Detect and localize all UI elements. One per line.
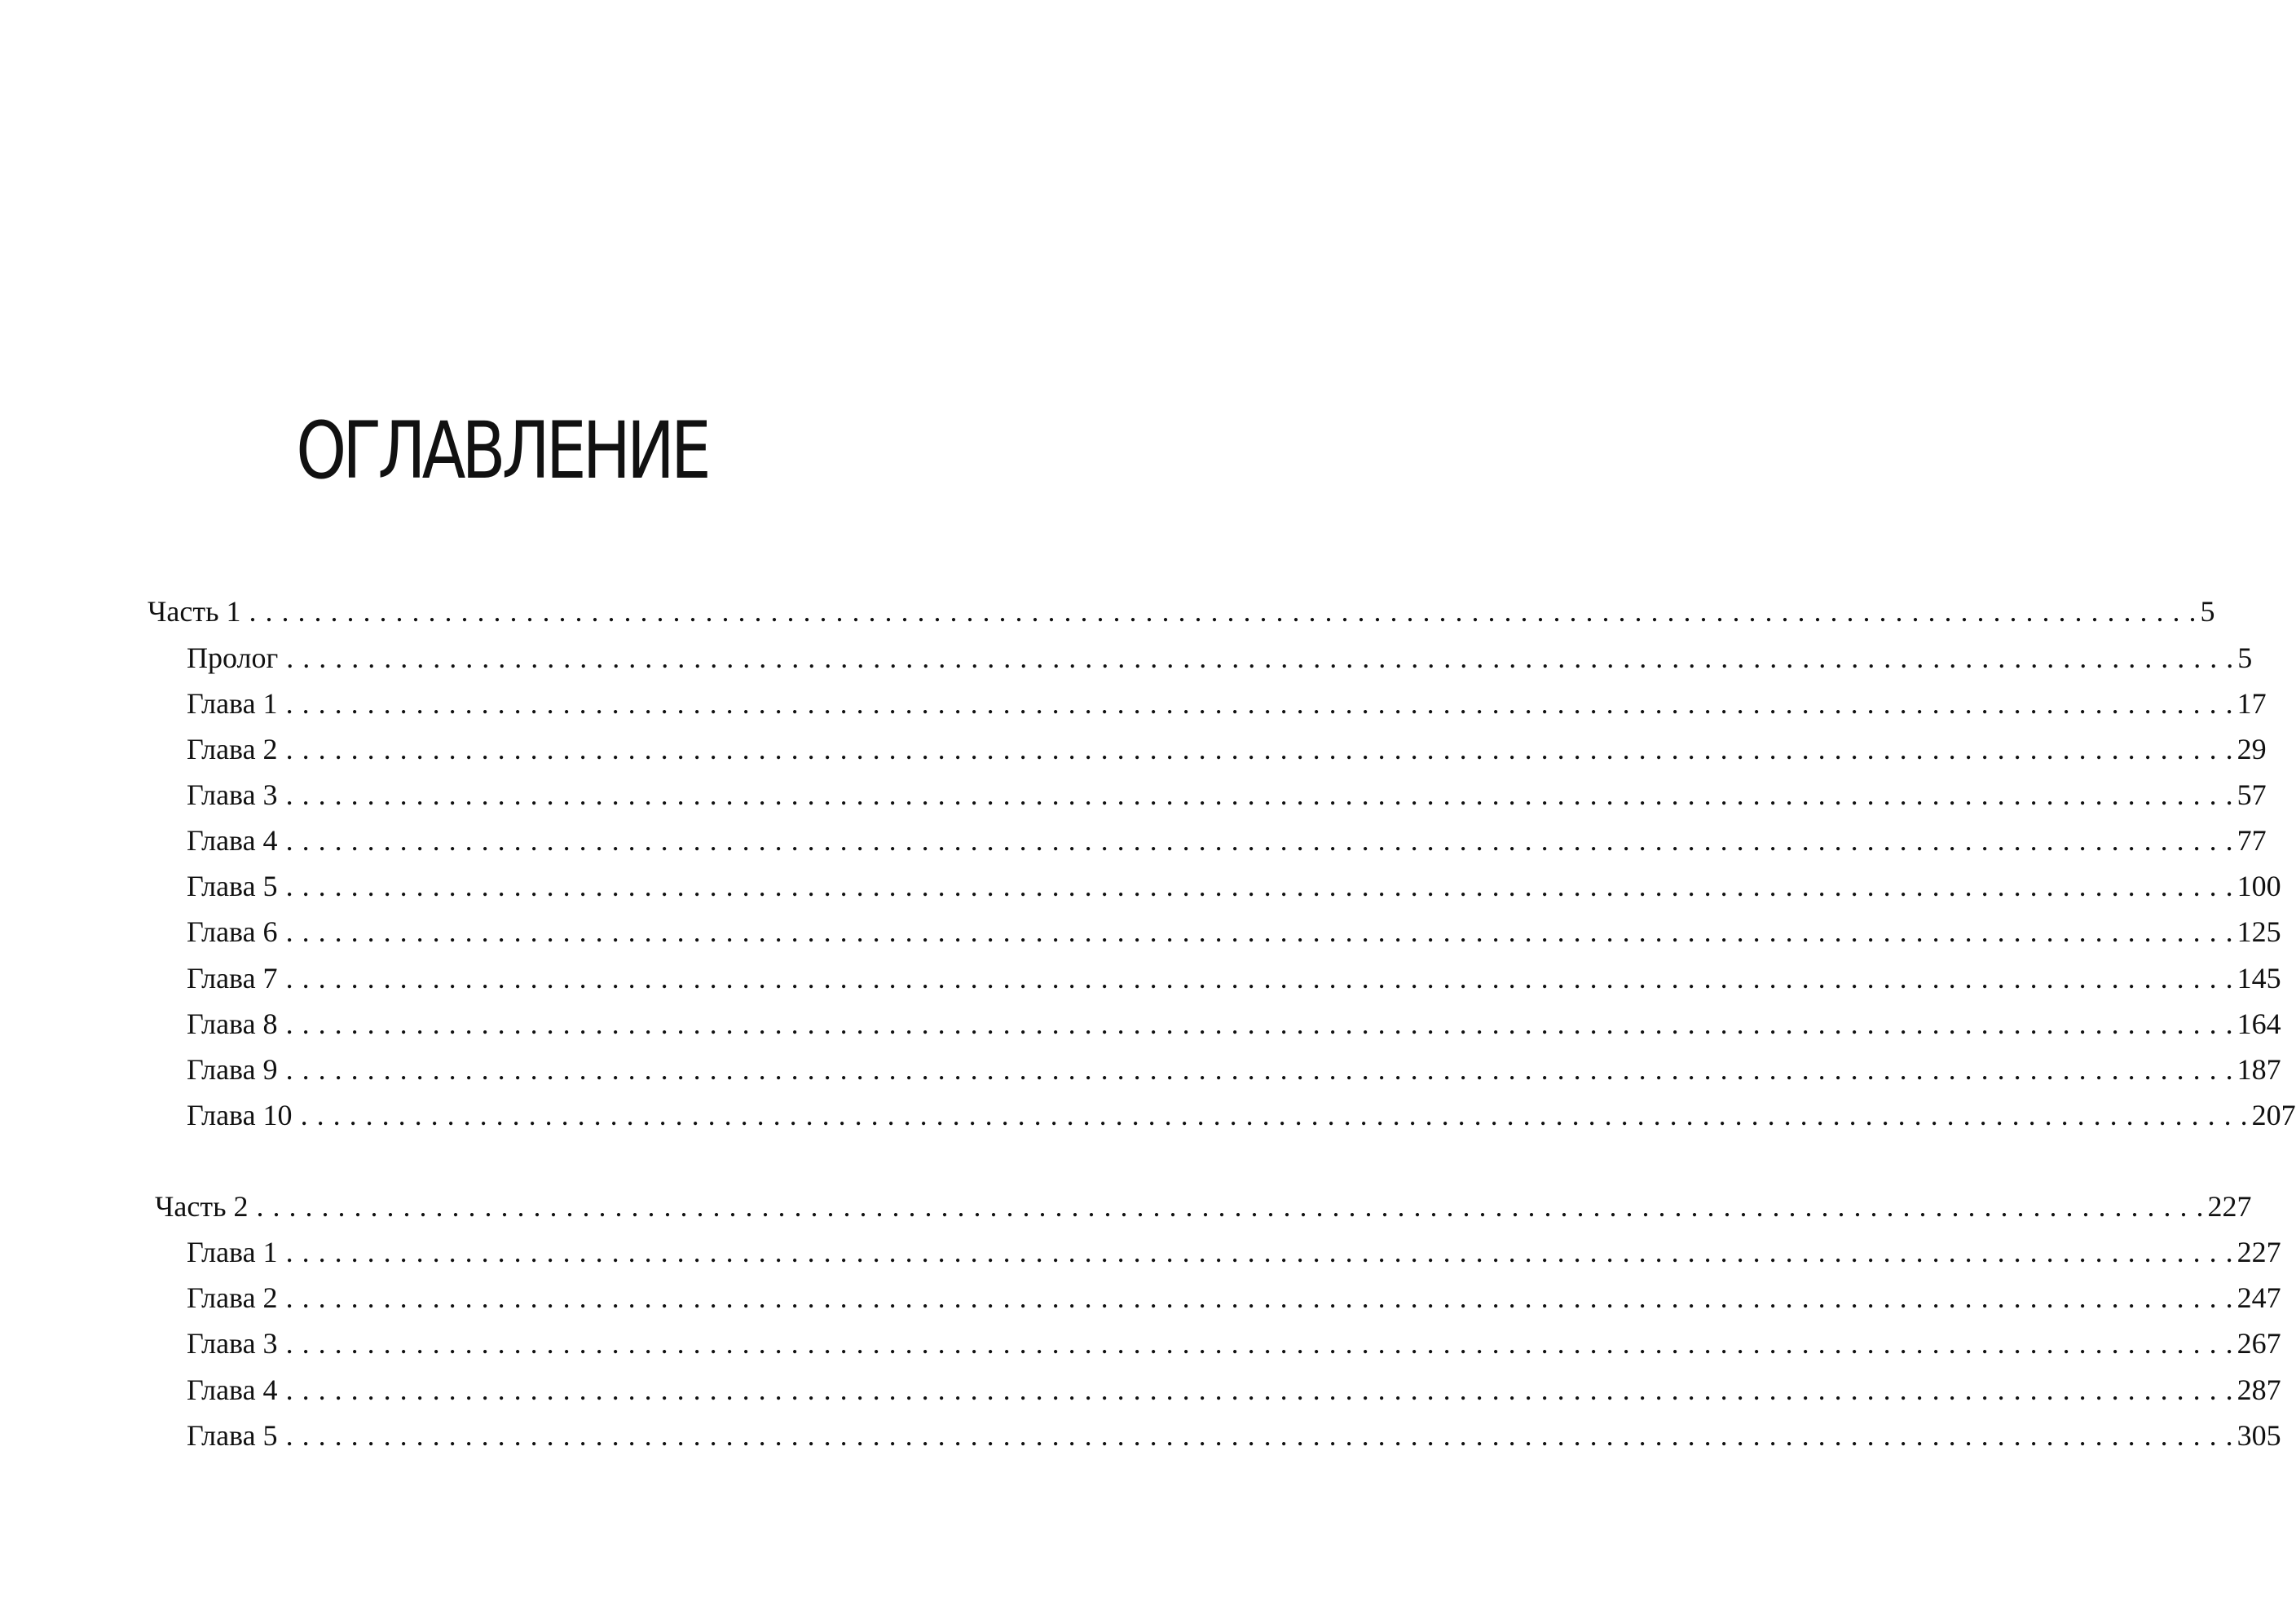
toc-leader-dots: . . . . . . . . . . . . . . . . . . . . . . . . . . . . . . . . . . . . . . . . . . . . . . . . . . . . . . . . . . . . . . . . . . . . . . . . . . . . . . . . . . . . . . . . . . . . . . . . . . . . . . . . . . . . . . . . . . . . . . . . <box>285 1327 2234 1360</box>
toc-page-number: 207 <box>2251 1099 2296 1131</box>
toc-page-number: 227 <box>2207 1190 2252 1223</box>
toc-part-row <box>148 593 2215 629</box>
toc-leader-dots: . . . . . . . . . . . . . . . . . . . . . . . . . . . . . . . . . . . . . . . . . . . . . . . . . . . . . . . . . . . . . . . . . . . . . . . . . . . . . . . . . . . . . . . . . . . . . . . . . . . . . . . . . . . . . . . . . . . . . . . . <box>285 1008 2234 1040</box>
toc-entry-label: Пролог <box>187 642 279 674</box>
toc-entry-label: Глава 8 <box>187 1008 278 1040</box>
toc-chapter-row <box>187 1234 2281 1270</box>
toc-page-number: 305 <box>2237 1419 2281 1452</box>
toc-page-number: 77 <box>2237 824 2267 857</box>
toc-entry-label: Глава 9 <box>187 1053 278 1086</box>
toc-page-number: 125 <box>2237 915 2281 948</box>
toc-chapter-row <box>187 1052 2281 1087</box>
toc-entry-label: Глава 1 <box>187 687 278 720</box>
toc-leader-dots: . . . . . . . . . . . . . . . . . . . . . . . . . . . . . . . . . . . . . . . . . . . . . . . . . . . . . . . . . . . . . . . . . . . . . . . . . . . . . . . . . . . . . . . . . . . . . . . . . . . . . . . . . . . . . . . . . . . . . . . . <box>256 1190 2205 1223</box>
toc-leader-dots: . . . . . . . . . . . . . . . . . . . . . . . . . . . . . . . . . . . . . . . . . . . . . . . . . . . . . . . . . . . . . . . . . . . . . . . . . . . . . . . . . . . . . . . . . . . . . . . . . . . . . . . . . . . . . . . . . . . . . . . . <box>285 687 2234 720</box>
toc-chapter-row <box>187 868 2281 904</box>
toc-chapter-row <box>187 1372 2281 1408</box>
toc-page-number: 100 <box>2237 870 2281 902</box>
toc-page-number: 29 <box>2237 733 2267 765</box>
toc-leader-dots: . . . . . . . . . . . . . . . . . . . . . . . . . . . . . . . . . . . . . . . . . . . . . . . . . . . . . . . . . . . . . . . . . . . . . . . . . . . . . . . . . . . . . . . . . . . . . . . . . . . . . . . . . . . . . . . . . . . . . . . . <box>285 824 2234 857</box>
toc-leader-dots: . . . . . . . . . . . . . . . . . . . . . . . . . . . . . . . . . . . . . . . . . . . . . . . . . . . . . . . . . . . . . . . . . . . . . . . . . . . . . . . . . . . . . . . . . . . . . . . . . . . . . . . . . . . . . . . . . . . . . . . . <box>285 962 2234 994</box>
toc-entry-label: Глава 4 <box>187 824 278 857</box>
toc-entry-label: Глава 10 <box>187 1099 293 1131</box>
toc-entry-label: Глава 3 <box>187 778 278 811</box>
page-title: ОГЛАВЛЕНИЕ <box>296 405 707 496</box>
toc-entry-label: Глава 2 <box>187 1281 278 1314</box>
toc-entry-label: Глава 1 <box>187 1236 278 1268</box>
toc-page-number: 267 <box>2237 1327 2281 1360</box>
toc-chapter-row <box>187 640 2253 676</box>
toc-chapter-row <box>187 777 2267 813</box>
toc-chapter-row <box>187 822 2267 858</box>
toc-chapter-row <box>187 731 2267 767</box>
toc-leader-dots: . . . . . . . . . . . . . . . . . . . . . . . . . . . . . . . . . . . . . . . . . . . . . . . . . . . . . . . . . . . . . . . . . . . . . . . . . . . . . . . . . . . . . . . . . . . . . . . . . . . . . . . . . . . . . . . . . . . . . . . . <box>285 1374 2234 1406</box>
toc-chapter-row <box>187 1097 2296 1133</box>
toc-chapter-row <box>187 1325 2281 1361</box>
toc-page-number: 17 <box>2237 687 2267 720</box>
toc-chapter-row <box>187 1280 2281 1316</box>
toc-entry-label: Глава 4 <box>187 1374 278 1406</box>
toc-part-row <box>155 1188 2252 1224</box>
toc-entry-label: Глава 5 <box>187 1419 278 1452</box>
toc-entry-label: Глава 3 <box>187 1327 278 1360</box>
toc-leader-dots: . . . . . . . . . . . . . . . . . . . . . . . . . . . . . . . . . . . . . . . . . . . . . . . . . . . . . . . . . . . . . . . . . . . . . . . . . . . . . . . . . . . . . . . . . . . . . . . . . . . . . . . . . . . . . . . . . . . . . . . . <box>285 915 2234 948</box>
toc-leader-dots: . . . . . . . . . . . . . . . . . . . . . . . . . . . . . . . . . . . . . . . . . . . . . . . . . . . . . . . . . . . . . . . . . . . . . . . . . . . . . . . . . . . . . . . . . . . . . . . . . . . . . . . . . . . . . . . . . . . . . . . . <box>285 1281 2234 1314</box>
toc-page-number: 5 <box>2200 595 2215 628</box>
toc-entry-label: Глава 2 <box>187 733 278 765</box>
toc-leader-dots: . . . . . . . . . . . . . . . . . . . . . . . . . . . . . . . . . . . . . . . . . . . . . . . . . . . . . . . . . . . . . . . . . . . . . . . . . . . . . . . . . . . . . . . . . . . . . . . . . . . . . . . . . . . . . . . . . . . . . . . . <box>300 1099 2249 1131</box>
toc-page-number: 5 <box>2237 642 2253 674</box>
toc-chapter-row <box>187 1418 2281 1453</box>
toc-leader-dots: . . . . . . . . . . . . . . . . . . . . . . . . . . . . . . . . . . . . . . . . . . . . . . . . . . . . . . . . . . . . . . . . . . . . . . . . . . . . . . . . . . . . . . . . . . . . . . . . . . . . . . . . . . . . . . . . . . . . . . . . <box>285 733 2234 765</box>
toc-chapter-row <box>187 1006 2281 1042</box>
toc-leader-dots: . . . . . . . . . . . . . . . . . . . . . . . . . . . . . . . . . . . . . . . . . . . . . . . . . . . . . . . . . . . . . . . . . . . . . . . . . . . . . . . . . . . . . . . . . . . . . . . . . . . . . . . . . . . . . . . . . . . . . . . . <box>285 1053 2234 1086</box>
toc-chapter-row <box>187 960 2281 996</box>
toc-page-number: 187 <box>2237 1053 2281 1086</box>
toc-chapter-row <box>187 914 2281 950</box>
toc-page-number: 247 <box>2237 1281 2281 1314</box>
toc-page-number: 145 <box>2237 962 2281 994</box>
toc-leader-dots: . . . . . . . . . . . . . . . . . . . . . . . . . . . . . . . . . . . . . . . . . . . . . . . . . . . . . . . . . . . . . . . . . . . . . . . . . . . . . . . . . . . . . . . . . . . . . . . . . . . . . . . . . . . . . . . . . . . . . . . . <box>285 870 2234 902</box>
toc-leader-dots: . . . . . . . . . . . . . . . . . . . . . . . . . . . . . . . . . . . . . . . . . . . . . . . . . . . . . . . . . . . . . . . . . . . . . . . . . . . . . . . . . . . . . . . . . . . . . . . . . . . . . . . . . . . . . . . . . . . . . . . . <box>249 595 2197 628</box>
toc-entry-label: Часть 1 <box>148 595 241 628</box>
toc-entry-label: Часть 2 <box>155 1190 249 1223</box>
toc-page-number: 227 <box>2237 1236 2281 1268</box>
toc-leader-dots: . . . . . . . . . . . . . . . . . . . . . . . . . . . . . . . . . . . . . . . . . . . . . . . . . . . . . . . . . . . . . . . . . . . . . . . . . . . . . . . . . . . . . . . . . . . . . . . . . . . . . . . . . . . . . . . . . . . . . . . . <box>285 778 2234 811</box>
toc-entry-label: Глава 6 <box>187 915 278 948</box>
toc-leader-dots: . . . . . . . . . . . . . . . . . . . . . . . . . . . . . . . . . . . . . . . . . . . . . . . . . . . . . . . . . . . . . . . . . . . . . . . . . . . . . . . . . . . . . . . . . . . . . . . . . . . . . . . . . . . . . . . . . . . . . . . . <box>286 642 2235 674</box>
toc-page-number: 287 <box>2237 1374 2281 1406</box>
toc-leader-dots: . . . . . . . . . . . . . . . . . . . . . . . . . . . . . . . . . . . . . . . . . . . . . . . . . . . . . . . . . . . . . . . . . . . . . . . . . . . . . . . . . . . . . . . . . . . . . . . . . . . . . . . . . . . . . . . . . . . . . . . . <box>285 1419 2234 1452</box>
toc-leader-dots: . . . . . . . . . . . . . . . . . . . . . . . . . . . . . . . . . . . . . . . . . . . . . . . . . . . . . . . . . . . . . . . . . . . . . . . . . . . . . . . . . . . . . . . . . . . . . . . . . . . . . . . . . . . . . . . . . . . . . . . . <box>285 1236 2234 1268</box>
toc-chapter-row <box>187 686 2267 721</box>
toc-page-number: 57 <box>2237 778 2267 811</box>
toc-page-number: 164 <box>2237 1008 2281 1040</box>
toc-entry-label: Глава 7 <box>187 962 278 994</box>
toc-entry-label: Глава 5 <box>187 870 278 902</box>
